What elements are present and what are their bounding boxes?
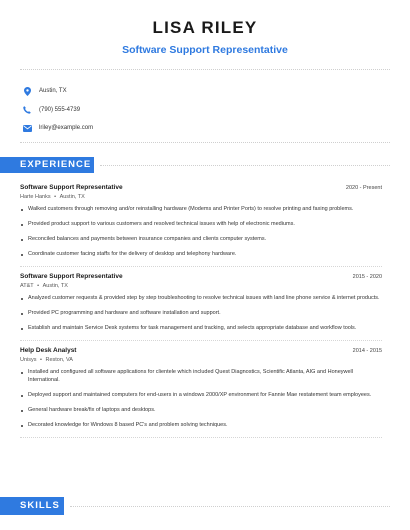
job-company-line: AT&T • Austin, TX: [20, 282, 68, 289]
section-divider: [100, 165, 390, 166]
job-bullet: Deployed support and maintained computers for end-users in a windows 2000/XP environment for Fannie Mae restatement team employees.: [20, 392, 382, 407]
section-divider: [70, 506, 390, 507]
job-company-line: Harte Hanks • Austin, TX: [20, 193, 85, 200]
job-location: Austin, TX: [59, 193, 85, 200]
candidate-name: LISA RILEY: [152, 18, 258, 37]
candidate-role: Software Support Representative: [122, 44, 288, 56]
location-text: Austin, TX: [39, 88, 67, 95]
contact-phone: [22, 101, 410, 120]
job-dates: 2020 - Present: [345, 184, 382, 191]
job-dates: 2015 - 2020: [352, 273, 382, 280]
job-company: Unisys: [20, 357, 37, 364]
job-bullet: Installed and configured all software applications for clientele which included Quest Diagnostics, Scientific Atlanta, AIG and Honeywell International.: [20, 369, 382, 392]
job-bullet: Decorated knowledge for Windows 8 based PC's and problem solving techniques.: [20, 422, 382, 437]
experience-heading: EXPERIENCE: [0, 157, 94, 173]
experience-section-header: [0, 157, 410, 173]
job-bullet: Provided PC programming and hardware and software installation and support.: [20, 310, 382, 325]
contact-location: [22, 82, 410, 101]
contact-email: [22, 119, 410, 138]
location-pin-icon: [22, 86, 32, 96]
phone-icon: [22, 105, 32, 115]
job-divider: [20, 437, 382, 438]
contact-block: [0, 70, 410, 142]
job-entry: [0, 273, 410, 341]
phone-text: (790) 555-4739: [39, 106, 81, 113]
job-bullets: [20, 295, 382, 340]
job-company: Harte Hanks: [20, 193, 51, 200]
job-bullet: Reconciled balances and payments between insurance companies and clients computer systems.: [20, 236, 382, 251]
job-title: Software Support Representative: [20, 272, 123, 280]
contact-divider: [20, 142, 390, 143]
job-bullet: Coordinate customer facing staffs for the delivery of desktop and telephony hardware.: [20, 251, 382, 266]
job-bullet: Walked customers through removing and/or reinstalling hardware (Modems and Printer Ports) to resolve printing and faxing problems.: [20, 206, 382, 221]
job-location: Reston, VA: [45, 357, 73, 364]
job-location: Austin, TX: [42, 282, 68, 289]
skills-heading: SKILLS: [0, 497, 64, 515]
job-company: AT&T: [20, 282, 34, 289]
job-bullet: Establish and maintain Service Desk systems for task management and tracking, and selects appropriate database and workflow tools.: [20, 325, 382, 340]
email-text: lriley@example.com: [39, 125, 94, 132]
email-icon: [22, 123, 32, 133]
job-bullet: Analyzed customer requests & provided step by step troubleshooting to resolve technical issues with land line phone service & internet products.: [20, 295, 382, 310]
job-bullets: [20, 369, 382, 437]
job-title: Help Desk Analyst: [20, 347, 77, 355]
job-divider: [20, 266, 382, 267]
job-bullet: Provided product support to various customers and resolved technical issues with help of electronic mediums.: [20, 221, 382, 236]
job-bullet: General hardware break/fix of laptops and desktops.: [20, 407, 382, 422]
skills-section-header: [0, 497, 410, 517]
job-company-line: Unisys • Reston, VA: [20, 357, 73, 364]
job-title: Software Support Representative: [20, 183, 123, 191]
job-bullets: [20, 206, 382, 266]
job-entry: [0, 347, 410, 438]
job-entry: [0, 184, 410, 267]
job-divider: [20, 340, 382, 341]
job-dates: 2014 - 2015: [352, 348, 382, 355]
resume-header: [0, 0, 410, 57]
